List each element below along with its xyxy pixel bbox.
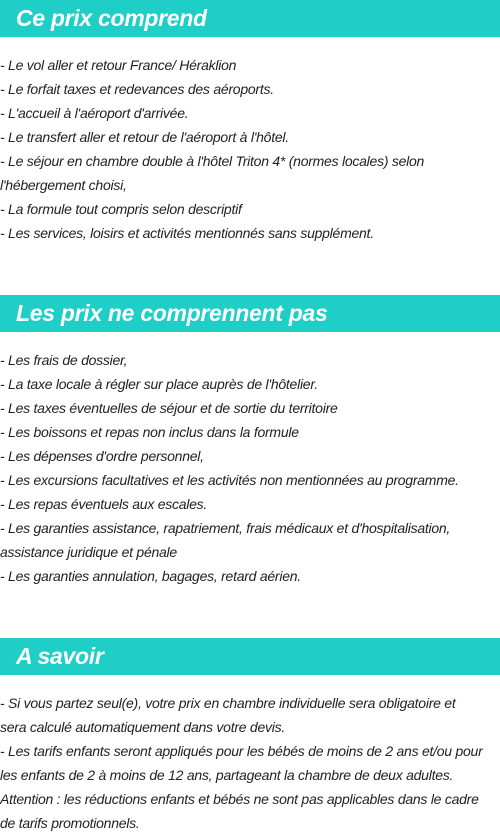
- section-body-not-included: [0, 348, 500, 588]
- list-item: - La formule tout compris selon descriptif: [0, 201, 242, 217]
- list-item: - Les garanties assistance, rapatriement, frais médicaux et d'hospitalisation,: [0, 520, 451, 536]
- section-body-good-to-know: [0, 691, 500, 835]
- list-item: - Les services, loisirs et activités mentionnés sans supplément.: [0, 225, 374, 241]
- section-title-good-to-know: A savoir: [0, 638, 500, 675]
- list-item: de tarifs promotionnels.: [0, 815, 140, 831]
- list-item: sera calculé automatiquement dans votre devis.: [0, 719, 285, 735]
- list-item: - Les garanties annulation, bagages, retard aérien.: [0, 568, 301, 584]
- list-item: - Le séjour en chambre double à l'hôtel Triton 4* (normes locales) selon: [0, 153, 425, 169]
- list-item: les enfants de 2 à moins de 12 ans, partageant la chambre de deux adultes.: [0, 767, 454, 783]
- list-item: Attention : les réductions enfants et bébés ne sont pas applicables dans le cadre: [0, 791, 479, 807]
- list-item: - Les excursions facultatives et les activités non mentionnées au programme.: [0, 472, 459, 488]
- list-item: - Les taxes éventuelles de séjour et de sortie du territoire: [0, 400, 338, 416]
- section-title-not-included: Les prix ne comprennent pas: [0, 295, 500, 332]
- list-item: - Le forfait taxes et redevances des aéroports.: [0, 81, 274, 97]
- list-item: - La taxe locale à régler sur place auprès de l'hôtelier.: [0, 376, 318, 392]
- section-title-included: Ce prix comprend: [0, 0, 500, 37]
- list-item: - Le transfert aller et retour de l'aéroport à l'hôtel.: [0, 129, 289, 145]
- list-item: - L'accueil à l'aéroport d'arrivée.: [0, 105, 189, 121]
- list-item: l'hébergement choisi,: [0, 177, 127, 193]
- list-item: - Si vous partez seul(e), votre prix en chambre individuelle sera obligatoire et: [0, 695, 456, 711]
- list-item: - Les boissons et repas non inclus dans la formule: [0, 424, 299, 440]
- list-item: - Les dépenses d'ordre personnel,: [0, 448, 204, 464]
- list-item: - Le vol aller et retour France/ Héraklion: [0, 57, 237, 73]
- section-body-included: [0, 53, 500, 245]
- list-item: - Les tarifs enfants seront appliqués pour les bébés de moins de 2 ans et/ou pour: [0, 743, 483, 759]
- list-item: - Les frais de dossier,: [0, 352, 128, 368]
- list-item: assistance juridique et pénale: [0, 544, 177, 560]
- list-item: - Les repas éventuels aux escales.: [0, 496, 208, 512]
